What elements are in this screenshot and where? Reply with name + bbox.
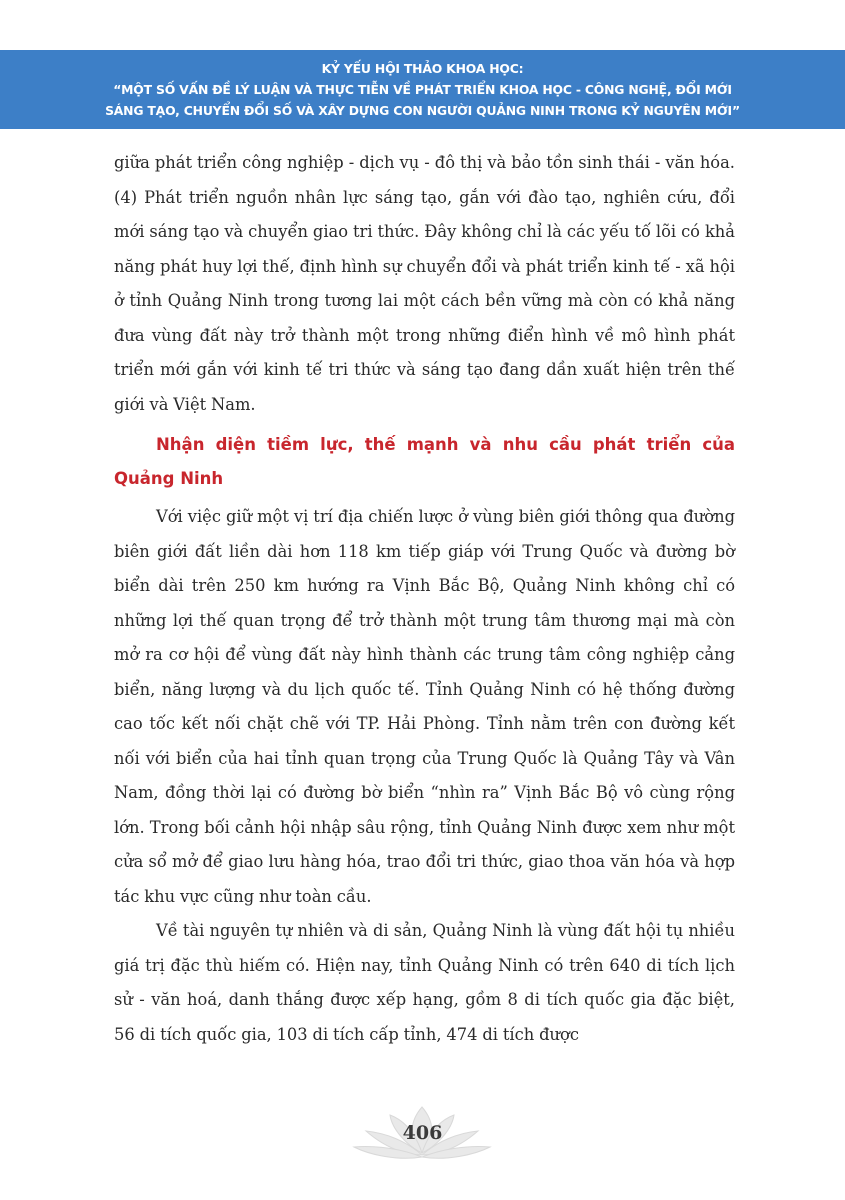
header-title-line-1: KỶ YẾU HỘI THẢO KHOA HỌC:: [321, 61, 524, 76]
page-footer: [0, 1105, 845, 1165]
page-header-banner: [0, 50, 845, 129]
page-body: [114, 146, 735, 1052]
section-heading: Nhận diện tiềm lực, thế mạnh và nhu cầu phát triển của Quảng Ninh: [114, 435, 735, 488]
page-number: 406: [402, 1122, 443, 1144]
header-title-line-3: SÁNG TẠO, CHUYỂN ĐỔI SỐ VÀ XÂY DỰNG CON NGƯỜI QUẢNG NINH TRONG KỶ NGUYÊN MỚI”: [105, 103, 740, 118]
body-paragraph-1: giữa phát triển công nghiệp - dịch vụ - đô thị và bảo tồn sinh thái - văn hóa. (4) Phát triển nguồn nhân lực sáng tạo, gắn với đào tạo, nghiên cứu, đổi mới sáng tạo và chuyển giao tri thức. Đây không chỉ là các yếu tố lõi có khả năng phát huy lợi thế, định hình sự chuyển đổi và phát triển kinh tế - xã hội ở tỉnh Quảng Ninh trong tương lai một cách bền vững mà còn có khả năng đưa vùng đất này trở thành một trong những điển hình về mô hình phát triển mới gắn với kinh tế tri thức và sáng tạo đang dần xuất hiện trên thế giới và Việt Nam.: [114, 153, 735, 414]
body-paragraph-3: Về tài nguyên tự nhiên và di sản, Quảng Ninh là vùng đất hội tụ nhiều giá trị đặc thù hiếm có. Hiện nay, tỉnh Quảng Ninh có trên 640 di tích lịch sử - văn hoá, danh thắng được xếp hạng, gồm 8 di tích quốc gia đặc biệt, 56 di tích quốc gia, 103 di tích cấp tỉnh, 474 di tích được: [114, 921, 735, 1044]
body-paragraph-2: Với việc giữ một vị trí địa chiến lược ở vùng biên giới thông qua đường biên giới đất liền dài hơn 118 km tiếp giáp với Trung Quốc và đường bờ biển dài trên 250 km hướng ra Vịnh Bắc Bộ, Quảng Ninh không chỉ có những lợi thế quan trọng để trở thành một trung tâm thương mại mà còn mở ra cơ hội để vùng đất này hình thành các trung tâm công nghiệp cảng biển, năng lượng và du lịch quốc tế. Tỉnh Quảng Ninh có hệ thống đường cao tốc kết nối chặt chẽ với TP. Hải Phòng. Tỉnh nằm trên con đường kết nối với biển của hai tỉnh quan trọng của Trung Quốc là Quảng Tây và Vân Nam, đồng thời lại có đường bờ biển “nhìn ra” Vịnh Bắc Bộ vô cùng rộng lớn. Trong bối cảnh hội nhập sâu rộng, tỉnh Quảng Ninh được xem như một cửa sổ mở để giao lưu hàng hóa, trao đổi tri thức, giao thoa văn hóa và hợp tác khu vực cũng như toàn cầu.: [114, 507, 735, 906]
header-title-line-2: “MỘT SỐ VẤN ĐỀ LÝ LUẬN VÀ THỰC TIỄN VỀ PHÁT TRIỂN KHOA HỌC - CÔNG NGHỆ, ĐỔI MỚI: [113, 82, 732, 97]
